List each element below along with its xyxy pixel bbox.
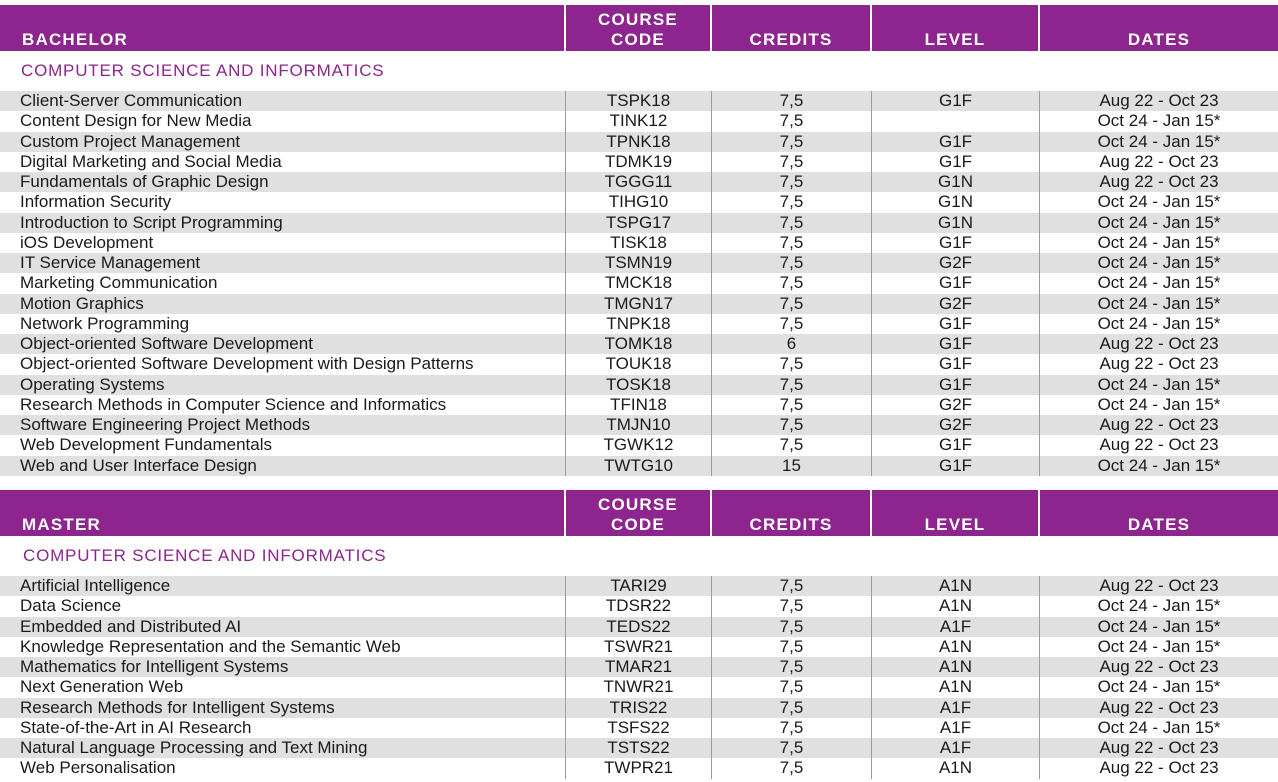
master-table bbox=[0, 490, 1278, 779]
course-dates: Aug 22 - Oct 23 bbox=[1040, 415, 1278, 435]
course-code: TFIN18 bbox=[566, 395, 712, 415]
course-dates: Aug 22 - Oct 23 bbox=[1099, 758, 1219, 778]
course-credits: 7,5 bbox=[712, 576, 872, 596]
course-code: TMGN17 bbox=[566, 294, 712, 314]
table-row bbox=[0, 213, 1278, 233]
course-level: G1F bbox=[872, 456, 1040, 476]
table-row bbox=[0, 91, 1278, 111]
course-code: TSWR21 bbox=[566, 637, 712, 657]
course-code: TSMN19 bbox=[566, 253, 712, 273]
course-level: A1N bbox=[872, 576, 1040, 596]
course-code: TOSK18 bbox=[566, 375, 712, 395]
dates-header: DATES bbox=[1040, 5, 1278, 51]
table-row bbox=[0, 657, 1278, 677]
credits-header: CREDITS bbox=[712, 5, 870, 51]
course-name: Web Development Fundamentals bbox=[0, 435, 566, 455]
bachelor-table bbox=[0, 5, 1278, 476]
program-header: MASTER bbox=[0, 490, 564, 536]
course-name: Fundamentals of Graphic Design bbox=[0, 172, 566, 192]
course-name: Artificial Intelligence bbox=[0, 576, 566, 596]
table-row bbox=[0, 132, 1278, 152]
course-level: G1F bbox=[872, 354, 1040, 374]
table-row bbox=[0, 677, 1278, 697]
course-code: TNPK18 bbox=[566, 314, 712, 334]
course-credits: 7,5 bbox=[712, 718, 872, 738]
course-code: TINK12 bbox=[566, 111, 712, 131]
course-dates: Oct 24 - Jan 15* bbox=[1097, 394, 1221, 414]
table-row bbox=[0, 758, 1278, 778]
table-row bbox=[0, 435, 1278, 455]
bachelor-course-list bbox=[0, 91, 1278, 476]
course-name: Research Methods for Intelligent Systems bbox=[0, 698, 566, 718]
course-name: Network Programming bbox=[0, 314, 566, 334]
table-row bbox=[0, 698, 1278, 718]
course-dates: Oct 24 - Jan 15* bbox=[1097, 596, 1221, 616]
course-credits: 7,5 bbox=[712, 677, 872, 697]
course-dates: Oct 24 - Jan 15* bbox=[1040, 456, 1278, 476]
course-dates: Aug 22 - Oct 23 bbox=[1040, 657, 1278, 677]
course-credits: 7,5 bbox=[712, 395, 872, 415]
course-credits: 6 bbox=[712, 334, 872, 354]
table-row bbox=[0, 334, 1278, 354]
course-level: A1N bbox=[872, 677, 1040, 697]
course-name: iOS Development bbox=[0, 233, 566, 253]
course-credits: 7,5 bbox=[712, 637, 872, 657]
course-dates: Oct 24 - Jan 15* bbox=[1097, 717, 1221, 737]
course-dates: Aug 22 - Oct 23 bbox=[1040, 576, 1278, 596]
bachelor-header-row bbox=[0, 5, 1278, 51]
course-credits: 7,5 bbox=[712, 132, 872, 152]
course-code-header: COURSE CODE bbox=[566, 5, 710, 51]
course-name: IT Service Management bbox=[0, 253, 566, 273]
credits-header: CREDITS bbox=[712, 490, 870, 536]
course-credits: 7,5 bbox=[712, 273, 872, 293]
course-code: TSTS22 bbox=[566, 738, 712, 758]
course-name: Web Personalisation bbox=[0, 758, 566, 778]
course-dates: Oct 24 - Jan 15* bbox=[1040, 213, 1278, 233]
course-name: Client-Server Communication bbox=[0, 91, 566, 111]
course-code: TWPR21 bbox=[566, 758, 712, 778]
course-code: TNWR21 bbox=[566, 677, 712, 697]
course-level: G1F bbox=[872, 91, 1040, 111]
course-code: TGWK12 bbox=[566, 435, 712, 455]
course-dates: Oct 24 - Jan 15* bbox=[1097, 232, 1221, 252]
course-code: TIHG10 bbox=[566, 192, 712, 212]
course-credits: 7,5 bbox=[712, 415, 872, 435]
course-level: G1F bbox=[872, 314, 1040, 334]
course-dates: Oct 24 - Jan 15* bbox=[1040, 253, 1278, 273]
course-code: TDMK19 bbox=[566, 152, 712, 172]
course-dates: Aug 22 - Oct 23 bbox=[1040, 172, 1278, 192]
course-name: Content Design for New Media bbox=[0, 111, 566, 131]
course-level bbox=[872, 111, 1040, 131]
course-level: A1F bbox=[872, 718, 1040, 738]
table-row bbox=[0, 152, 1278, 172]
course-credits: 7,5 bbox=[712, 111, 872, 131]
course-code: TDSR22 bbox=[566, 596, 712, 616]
course-credits: 15 bbox=[712, 456, 872, 476]
course-level: G1F bbox=[872, 273, 1040, 293]
course-code-header: COURSE CODE bbox=[566, 490, 710, 536]
course-dates: Aug 22 - Oct 23 bbox=[1040, 738, 1278, 758]
course-dates: Oct 24 - Jan 15* bbox=[1097, 677, 1221, 697]
course-dates: Aug 22 - Oct 23 bbox=[1040, 334, 1278, 354]
course-credits: 7,5 bbox=[712, 213, 872, 233]
course-level: A1N bbox=[872, 657, 1040, 677]
course-dates: Oct 24 - Jan 15* bbox=[1040, 294, 1278, 314]
course-dates: Aug 22 - Oct 23 bbox=[1099, 151, 1219, 171]
course-level: G1F bbox=[872, 375, 1040, 395]
course-name: Data Science bbox=[0, 596, 566, 616]
course-level: G2F bbox=[872, 415, 1040, 435]
course-dates: Oct 24 - Jan 15* bbox=[1097, 192, 1221, 212]
course-credits: 7,5 bbox=[712, 617, 872, 637]
course-credits: 7,5 bbox=[712, 172, 872, 192]
program-header: BACHELOR bbox=[0, 5, 564, 51]
course-dates: Oct 24 - Jan 15* bbox=[1097, 313, 1221, 333]
course-credits: 7,5 bbox=[712, 294, 872, 314]
course-level: G1N bbox=[872, 172, 1040, 192]
course-code: TOUK18 bbox=[566, 354, 712, 374]
course-level: G2F bbox=[872, 253, 1040, 273]
course-credits: 7,5 bbox=[712, 91, 872, 111]
course-level: A1N bbox=[872, 758, 1040, 778]
table-row bbox=[0, 192, 1278, 212]
course-name: Knowledge Representation and the Semantic Web bbox=[0, 637, 566, 657]
table-row bbox=[0, 233, 1278, 253]
course-name: Operating Systems bbox=[0, 375, 566, 395]
course-credits: 7,5 bbox=[712, 758, 872, 778]
table-row bbox=[0, 294, 1278, 314]
table-row bbox=[0, 273, 1278, 293]
course-name: Web and User Interface Design bbox=[0, 456, 566, 476]
course-name: State-of-the-Art in AI Research bbox=[0, 718, 566, 738]
table-row bbox=[0, 718, 1278, 738]
master-header-row bbox=[0, 490, 1278, 536]
course-dates: Aug 22 - Oct 23 bbox=[1040, 91, 1278, 111]
course-credits: 7,5 bbox=[712, 375, 872, 395]
table-row bbox=[0, 617, 1278, 637]
table-row bbox=[0, 456, 1278, 476]
course-level: A1F bbox=[872, 738, 1040, 758]
course-code: TSPG17 bbox=[566, 213, 712, 233]
table-row bbox=[0, 395, 1278, 415]
course-name: Motion Graphics bbox=[0, 294, 566, 314]
course-code: TWTG10 bbox=[566, 456, 712, 476]
course-code: TMAR21 bbox=[566, 657, 712, 677]
course-level: G1F bbox=[872, 233, 1040, 253]
course-code: TISK18 bbox=[566, 233, 712, 253]
course-code: TEDS22 bbox=[566, 617, 712, 637]
course-code: TRIS22 bbox=[566, 698, 712, 718]
table-row bbox=[0, 415, 1278, 435]
table-row bbox=[0, 111, 1278, 131]
course-credits: 7,5 bbox=[712, 192, 872, 212]
course-level: G1F bbox=[872, 132, 1040, 152]
course-name: Research Methods in Computer Science and Informatics bbox=[0, 395, 566, 415]
course-credits: 7,5 bbox=[712, 738, 872, 758]
course-level: G1F bbox=[872, 334, 1040, 354]
course-name: Object-oriented Software Development with Design Patterns bbox=[0, 354, 566, 374]
course-dates: Oct 24 - Jan 15* bbox=[1097, 636, 1221, 656]
category-heading: COMPUTER SCIENCE AND INFORMATICS bbox=[21, 61, 385, 80]
course-level: G2F bbox=[872, 395, 1040, 415]
course-code: TARI29 bbox=[566, 576, 712, 596]
course-name: Mathematics for Intelligent Systems bbox=[0, 657, 566, 677]
course-dates: Oct 24 - Jan 15* bbox=[1040, 132, 1278, 152]
course-name: Digital Marketing and Social Media bbox=[0, 152, 566, 172]
course-level: G2F bbox=[872, 294, 1040, 314]
course-name: Embedded and Distributed AI bbox=[0, 617, 566, 637]
course-name: Natural Language Processing and Text Mining bbox=[0, 738, 566, 758]
course-credits: 7,5 bbox=[712, 596, 872, 616]
course-dates: Aug 22 - Oct 23 bbox=[1099, 354, 1219, 374]
course-dates: Oct 24 - Jan 15* bbox=[1097, 273, 1221, 293]
table-row bbox=[0, 375, 1278, 395]
course-credits: 7,5 bbox=[712, 233, 872, 253]
course-code: TGGG11 bbox=[566, 172, 712, 192]
course-dates: Oct 24 - Jan 15* bbox=[1040, 375, 1278, 395]
course-credits: 7,5 bbox=[712, 152, 872, 172]
course-level: A1N bbox=[872, 637, 1040, 657]
course-level: G1F bbox=[872, 435, 1040, 455]
course-code: TMJN10 bbox=[566, 415, 712, 435]
table-row bbox=[0, 253, 1278, 273]
course-level: G1N bbox=[872, 192, 1040, 212]
course-name: Information Security bbox=[0, 192, 566, 212]
course-name: Marketing Communication bbox=[0, 273, 566, 293]
master-course-list bbox=[0, 576, 1278, 779]
course-credits: 7,5 bbox=[712, 354, 872, 374]
course-code: TMCK18 bbox=[566, 273, 712, 293]
course-code: TSFS22 bbox=[566, 718, 712, 738]
course-dates: Oct 24 - Jan 15* bbox=[1097, 111, 1221, 131]
course-credits: 7,5 bbox=[712, 253, 872, 273]
course-credits: 7,5 bbox=[712, 657, 872, 677]
course-code: TOMK18 bbox=[566, 334, 712, 354]
course-code: TPNK18 bbox=[566, 132, 712, 152]
course-dates: Oct 24 - Jan 15* bbox=[1040, 617, 1278, 637]
table-row bbox=[0, 354, 1278, 374]
table-row bbox=[0, 314, 1278, 334]
course-name: Software Engineering Project Methods bbox=[0, 415, 566, 435]
course-credits: 7,5 bbox=[712, 435, 872, 455]
table-row bbox=[0, 576, 1278, 596]
course-level: A1F bbox=[872, 617, 1040, 637]
category-heading: COMPUTER SCIENCE AND INFORMATICS bbox=[23, 546, 387, 565]
course-name: Introduction to Script Programming bbox=[0, 213, 566, 233]
table-row bbox=[0, 637, 1278, 657]
course-level: G1F bbox=[872, 152, 1040, 172]
table-row bbox=[0, 738, 1278, 758]
course-name: Next Generation Web bbox=[0, 677, 566, 697]
course-level: A1F bbox=[872, 698, 1040, 718]
dates-header: DATES bbox=[1040, 490, 1278, 536]
course-credits: 7,5 bbox=[712, 314, 872, 334]
course-name: Custom Project Management bbox=[0, 132, 566, 152]
course-dates: Aug 22 - Oct 23 bbox=[1040, 698, 1278, 718]
course-name: Object-oriented Software Development bbox=[0, 334, 566, 354]
level-header: LEVEL bbox=[872, 5, 1038, 51]
table-row bbox=[0, 172, 1278, 192]
course-level: G1N bbox=[872, 213, 1040, 233]
course-dates: Aug 22 - Oct 23 bbox=[1099, 435, 1219, 455]
table-row bbox=[0, 596, 1278, 616]
course-level: A1N bbox=[872, 596, 1040, 616]
course-credits: 7,5 bbox=[712, 698, 872, 718]
course-code: TSPK18 bbox=[566, 91, 712, 111]
level-header: LEVEL bbox=[872, 490, 1038, 536]
